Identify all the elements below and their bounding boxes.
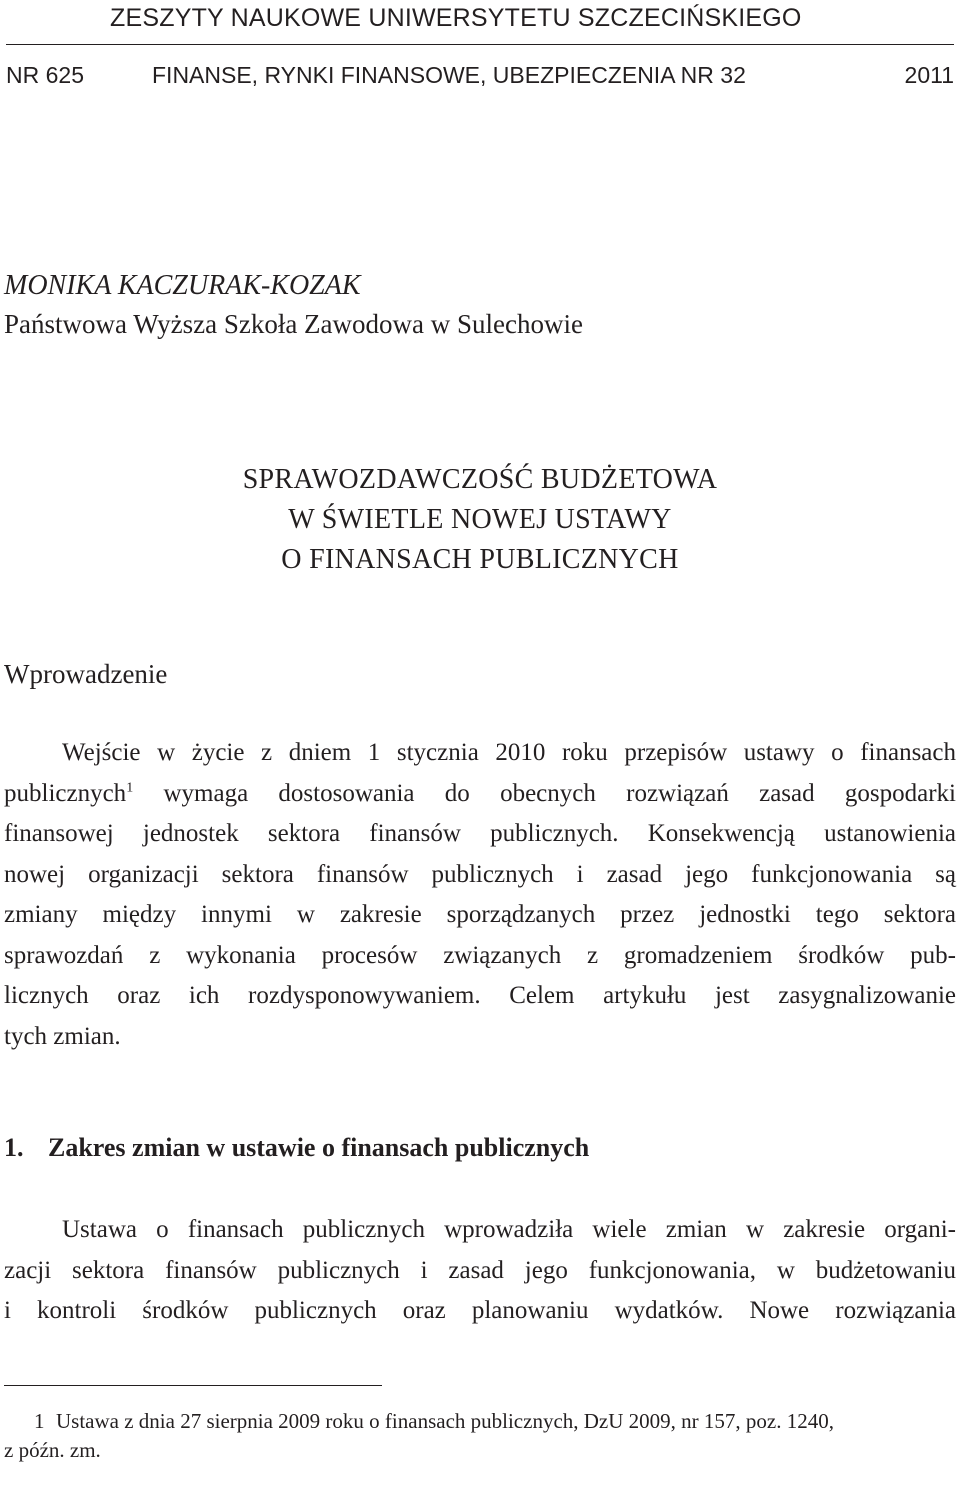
paragraph-line: finansowej jednostek sektora finansów publicznych. Konsekwencją ustanowienia (4, 820, 956, 847)
section-number: 1. (4, 1133, 24, 1162)
issue-year: 2011 (904, 62, 954, 88)
article-title (0, 460, 960, 580)
footnote-line: z późn. zm. (4, 1438, 101, 1462)
paragraph-line: zmiany między innymi w zakresie sporządzanych przez jednostki tego sektora (4, 901, 956, 928)
author-name: MONIKA KACZURAK-KOZAK (4, 270, 361, 301)
paragraph-line: Ustawa o finansach publicznych wprowadziła wiele zmian w zakresie organi- (62, 1216, 956, 1243)
author-affiliation: Państwowa Wyższa Szkoła Zawodowa w Sulechowie (4, 309, 583, 339)
paragraph-text: publicznych (4, 779, 127, 807)
intro-heading: Wprowadzenie (4, 659, 168, 689)
issue-number: NR 625 (6, 62, 84, 88)
footnote-line (4, 1407, 956, 1436)
footnote (4, 1407, 956, 1465)
paragraph-line: Wejście w życie z dniem 1 stycznia 2010 roku przepisów ustawy o finansach (62, 739, 956, 766)
paragraph-line (4, 774, 956, 815)
header-rule (6, 44, 954, 45)
paragraph-line: zacji sektora finansów publicznych i zasad jego funkcjonowania, w budżetowaniu (4, 1256, 956, 1284)
section-heading (4, 1133, 589, 1163)
article-title-line: O FINANSACH PUBLICZNYCH (281, 544, 679, 575)
intro-paragraph (4, 733, 956, 1057)
section-title: Zakres zmian w ustawie o finansach publicznych (48, 1133, 590, 1162)
article-title-line: W ŚWIETLE NOWEJ USTAWY (288, 504, 672, 535)
article-title-line: SPRAWOZDAWCZOŚĆ BUDŻETOWA (242, 464, 718, 495)
footnote-text: Ustawa z dnia 27 sierpnia 2009 roku o finansach publicznych, DzU 2009, nr 157, poz. 1240, (56, 1409, 834, 1433)
paragraph-text: wymaga dostosowania do obecnych rozwiązań zasad gospodarki (163, 779, 957, 807)
paragraph-line: sprawozdań z wykonania procesów związanych z gromadzeniem środków pub- (4, 941, 956, 969)
issue-line (6, 62, 954, 94)
issue-series: FINANSE, RYNKI FINANSOWE, UBEZPIECZENIA NR 32 (152, 62, 746, 88)
footnote-ref: 1 (126, 780, 134, 796)
paragraph-line: licznych oraz ich rozdysponowywaniem. Celem artykułu jest zasygnalizowanie (4, 982, 956, 1009)
paragraph-line: tych zmian. (4, 1022, 121, 1050)
journal-title: ZESZYTY NAUKOWE UNIWERSYTETU SZCZECIŃSKIEGO (110, 4, 802, 32)
paragraph-line: nowej organizacji sektora finansów publicznych i zasad jego funkcjonowania są (4, 860, 956, 888)
footnote-number: 1 (34, 1409, 45, 1433)
paragraph-line: i kontroli środków publicznych oraz planowaniu wydatków. Nowe rozwiązania (4, 1297, 956, 1324)
section-paragraph (4, 1210, 956, 1332)
footnote-rule (4, 1385, 382, 1386)
